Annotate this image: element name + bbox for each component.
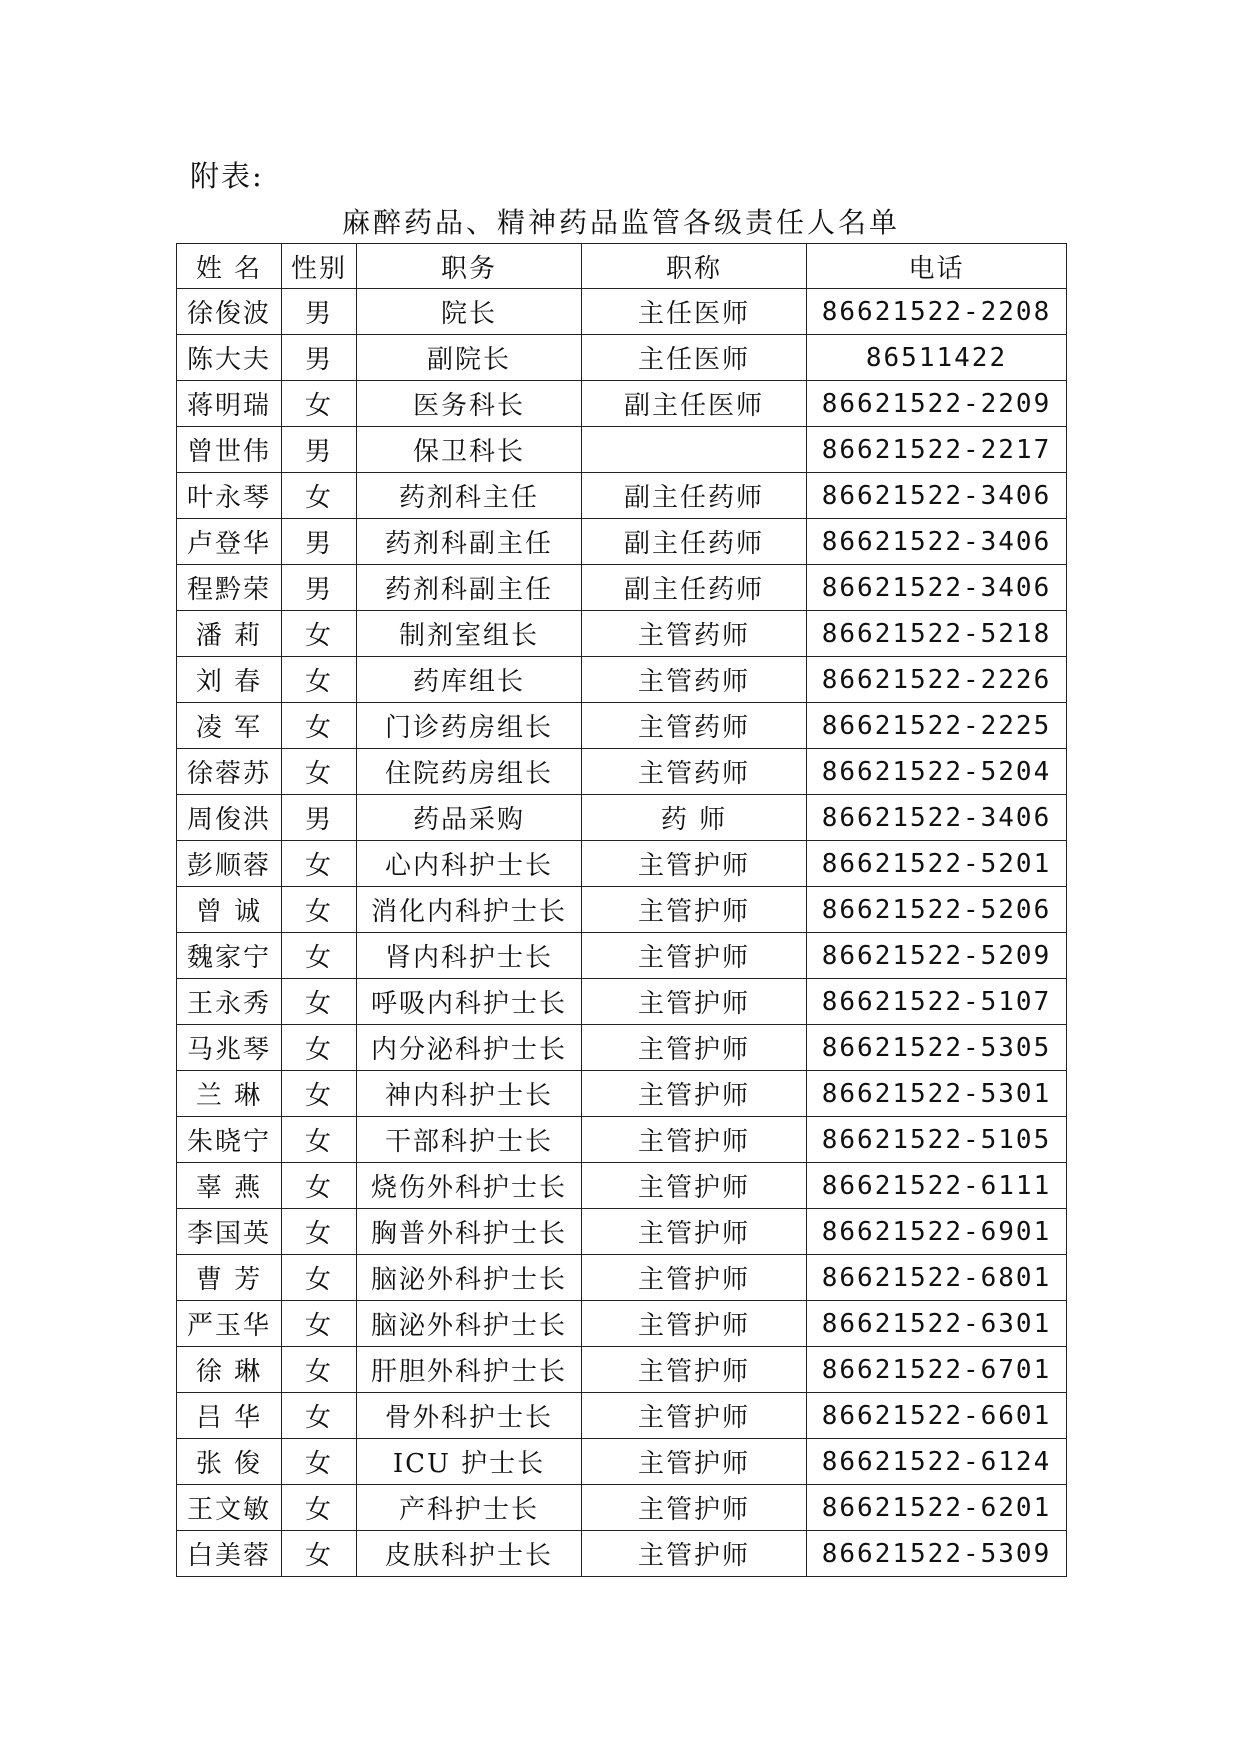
table-row — [177, 1439, 1067, 1485]
cell-sex: 女 — [282, 611, 357, 657]
cell-sex: 男 — [282, 427, 357, 473]
cell-position: 神内科护士长 — [357, 1071, 582, 1117]
cell-sex: 男 — [282, 519, 357, 565]
cell-name: 曾 诚 — [177, 887, 282, 933]
cell-name: 卢登华 — [177, 519, 282, 565]
cell-position: 心内科护士长 — [357, 841, 582, 887]
table-row — [177, 1117, 1067, 1163]
cell-sex: 男 — [282, 289, 357, 335]
table-row — [177, 1531, 1067, 1577]
cell-title: 主管药师 — [582, 611, 807, 657]
table-row — [177, 887, 1067, 933]
cell-sex: 女 — [282, 1531, 357, 1577]
cell-sex: 女 — [282, 703, 357, 749]
cell-position: 医务科长 — [357, 381, 582, 427]
cell-sex: 女 — [282, 657, 357, 703]
cell-position: 烧伤外科护士长 — [357, 1163, 582, 1209]
cell-title — [582, 427, 807, 473]
table-row — [177, 1025, 1067, 1071]
cell-title: 主管护师 — [582, 1255, 807, 1301]
cell-phone: 86621522-5206 — [807, 887, 1067, 933]
cell-phone: 86621522-2208 — [807, 289, 1067, 335]
cell-name: 曾世伟 — [177, 427, 282, 473]
cell-title: 主管护师 — [582, 841, 807, 887]
cell-position: 骨外科护士长 — [357, 1393, 582, 1439]
cell-name: 吕 华 — [177, 1393, 282, 1439]
cell-phone: 86621522-2225 — [807, 703, 1067, 749]
cell-phone: 86621522-6111 — [807, 1163, 1067, 1209]
cell-name: 白美蓉 — [177, 1531, 282, 1577]
cell-title: 主管护师 — [582, 1117, 807, 1163]
cell-title: 主管护师 — [582, 1393, 807, 1439]
cell-phone: 86621522-5218 — [807, 611, 1067, 657]
cell-name: 马兆琴 — [177, 1025, 282, 1071]
cell-sex: 女 — [282, 381, 357, 427]
cell-position: 药库组长 — [357, 657, 582, 703]
cell-sex: 女 — [282, 1439, 357, 1485]
cell-name: 彭顺蓉 — [177, 841, 282, 887]
cell-sex: 男 — [282, 795, 357, 841]
table-row — [177, 427, 1067, 473]
cell-phone: 86621522-6601 — [807, 1393, 1067, 1439]
cell-position: 干部科护士长 — [357, 1117, 582, 1163]
cell-position: 胸普外科护士长 — [357, 1209, 582, 1255]
cell-phone: 86621522-6301 — [807, 1301, 1067, 1347]
document-title: 麻醉药品、精神药品监管各级责任人名单 — [341, 206, 900, 239]
cell-name: 朱晓宁 — [177, 1117, 282, 1163]
cell-phone: 86621522-5301 — [807, 1071, 1067, 1117]
cell-title: 主管护师 — [582, 1347, 807, 1393]
cell-name: 程黔荣 — [177, 565, 282, 611]
cell-position: 脑泌外科护士长 — [357, 1255, 582, 1301]
table-row — [177, 749, 1067, 795]
table-row — [177, 1209, 1067, 1255]
cell-position: 药品采购 — [357, 795, 582, 841]
cell-name: 凌 军 — [177, 703, 282, 749]
cell-phone: 86621522-5105 — [807, 1117, 1067, 1163]
cell-phone: 86621522-6124 — [807, 1439, 1067, 1485]
cell-sex: 女 — [282, 841, 357, 887]
cell-phone: 86511422 — [807, 335, 1067, 381]
table-row — [177, 519, 1067, 565]
cell-sex: 女 — [282, 1347, 357, 1393]
cell-title: 主管药师 — [582, 657, 807, 703]
cell-sex: 女 — [282, 1025, 357, 1071]
table-row — [177, 473, 1067, 519]
cell-name: 魏家宁 — [177, 933, 282, 979]
table-row — [177, 381, 1067, 427]
cell-position: 产科护士长 — [357, 1485, 582, 1531]
cell-name: 严玉华 — [177, 1301, 282, 1347]
table-row — [177, 1301, 1067, 1347]
cell-sex: 女 — [282, 473, 357, 519]
cell-position: 门诊药房组长 — [357, 703, 582, 749]
cell-title: 主管护师 — [582, 1025, 807, 1071]
cell-name: 辜 燕 — [177, 1163, 282, 1209]
cell-title: 主管护师 — [582, 887, 807, 933]
table-row — [177, 1071, 1067, 1117]
cell-name: 曹 芳 — [177, 1255, 282, 1301]
cell-position: 住院药房组长 — [357, 749, 582, 795]
cell-title: 主管护师 — [582, 1071, 807, 1117]
cell-position: 皮肤科护士长 — [357, 1531, 582, 1577]
cell-sex: 女 — [282, 1301, 357, 1347]
cell-position: 消化内科护士长 — [357, 887, 582, 933]
cell-title: 药 师 — [582, 795, 807, 841]
cell-title: 主管药师 — [582, 703, 807, 749]
header-sex: 性别 — [282, 244, 357, 289]
cell-title: 主管护师 — [582, 933, 807, 979]
cell-phone: 86621522-6201 — [807, 1485, 1067, 1531]
cell-position: 院长 — [357, 289, 582, 335]
cell-phone: 86621522-2209 — [807, 381, 1067, 427]
cell-sex: 女 — [282, 933, 357, 979]
cell-phone: 86621522-3406 — [807, 565, 1067, 611]
cell-position: 脑泌外科护士长 — [357, 1301, 582, 1347]
header-position: 职务 — [357, 244, 582, 289]
table-row — [177, 1347, 1067, 1393]
table-row — [177, 611, 1067, 657]
cell-name: 刘 春 — [177, 657, 282, 703]
cell-sex: 女 — [282, 887, 357, 933]
cell-name: 叶永琴 — [177, 473, 282, 519]
cell-name: 兰 琳 — [177, 1071, 282, 1117]
cell-name: 潘 莉 — [177, 611, 282, 657]
cell-position: 制剂室组长 — [357, 611, 582, 657]
cell-phone: 86621522-5201 — [807, 841, 1067, 887]
cell-phone: 86621522-5209 — [807, 933, 1067, 979]
cell-title: 主管药师 — [582, 749, 807, 795]
cell-name: 王文敏 — [177, 1485, 282, 1531]
cell-position: 药剂科副主任 — [357, 565, 582, 611]
cell-sex: 女 — [282, 979, 357, 1025]
table-row — [177, 565, 1067, 611]
table-row — [177, 933, 1067, 979]
header-name: 姓 名 — [177, 244, 282, 289]
cell-name: 徐蓉苏 — [177, 749, 282, 795]
cell-title: 副主任药师 — [582, 565, 807, 611]
cell-position: 药剂科主任 — [357, 473, 582, 519]
cell-position: 肾内科护士长 — [357, 933, 582, 979]
cell-sex: 男 — [282, 335, 357, 381]
cell-position: 呼吸内科护士长 — [357, 979, 582, 1025]
table-row — [177, 703, 1067, 749]
attachment-label: 附表: — [190, 159, 264, 193]
cell-phone: 86621522-6701 — [807, 1347, 1067, 1393]
cell-phone: 86621522-6901 — [807, 1209, 1067, 1255]
cell-name: 张 俊 — [177, 1439, 282, 1485]
table-row — [177, 1485, 1067, 1531]
cell-title: 副主任医师 — [582, 381, 807, 427]
cell-title: 主管护师 — [582, 1209, 807, 1255]
cell-title: 主管护师 — [582, 1301, 807, 1347]
cell-phone: 86621522-5305 — [807, 1025, 1067, 1071]
cell-name: 王永秀 — [177, 979, 282, 1025]
cell-name: 徐 琳 — [177, 1347, 282, 1393]
cell-name: 蒋明瑞 — [177, 381, 282, 427]
cell-sex: 女 — [282, 749, 357, 795]
cell-position: 副院长 — [357, 335, 582, 381]
cell-position: ICU 护士长 — [357, 1439, 582, 1485]
cell-name: 陈大夫 — [177, 335, 282, 381]
cell-title: 主管护师 — [582, 979, 807, 1025]
cell-sex: 女 — [282, 1071, 357, 1117]
cell-phone: 86621522-2217 — [807, 427, 1067, 473]
cell-name: 李国英 — [177, 1209, 282, 1255]
cell-phone: 86621522-3406 — [807, 795, 1067, 841]
cell-phone: 86621522-3406 — [807, 473, 1067, 519]
cell-title: 主任医师 — [582, 289, 807, 335]
cell-title: 主管护师 — [582, 1163, 807, 1209]
cell-phone: 86621522-2226 — [807, 657, 1067, 703]
header-title: 职称 — [582, 244, 807, 289]
table-row — [177, 795, 1067, 841]
cell-title: 主任医师 — [582, 335, 807, 381]
cell-name: 周俊洪 — [177, 795, 282, 841]
cell-name: 徐俊波 — [177, 289, 282, 335]
table-row — [177, 979, 1067, 1025]
cell-sex: 女 — [282, 1163, 357, 1209]
cell-phone: 86621522-5204 — [807, 749, 1067, 795]
cell-sex: 男 — [282, 565, 357, 611]
table-body — [177, 289, 1067, 1577]
cell-sex: 女 — [282, 1485, 357, 1531]
table-row — [177, 1163, 1067, 1209]
cell-title: 主管护师 — [582, 1439, 807, 1485]
table-row — [177, 1255, 1067, 1301]
cell-position: 内分泌科护士长 — [357, 1025, 582, 1071]
cell-sex: 女 — [282, 1255, 357, 1301]
table-row — [177, 289, 1067, 335]
cell-title: 副主任药师 — [582, 519, 807, 565]
cell-phone: 86621522-5107 — [807, 979, 1067, 1025]
cell-sex: 女 — [282, 1209, 357, 1255]
cell-position: 药剂科副主任 — [357, 519, 582, 565]
cell-position: 保卫科长 — [357, 427, 582, 473]
cell-sex: 女 — [282, 1393, 357, 1439]
table-header-row — [177, 244, 1067, 289]
cell-sex: 女 — [282, 1117, 357, 1163]
cell-phone: 86621522-5309 — [807, 1531, 1067, 1577]
table-row — [177, 841, 1067, 887]
cell-title: 副主任药师 — [582, 473, 807, 519]
cell-position: 肝胆外科护士长 — [357, 1347, 582, 1393]
header-phone: 电话 — [807, 244, 1067, 289]
table-row — [177, 1393, 1067, 1439]
cell-title: 主管护师 — [582, 1531, 807, 1577]
cell-title: 主管护师 — [582, 1485, 807, 1531]
table-row — [177, 657, 1067, 703]
cell-phone: 86621522-6801 — [807, 1255, 1067, 1301]
responsible-persons-table — [176, 243, 1067, 1577]
cell-phone: 86621522-3406 — [807, 519, 1067, 565]
table-row — [177, 335, 1067, 381]
